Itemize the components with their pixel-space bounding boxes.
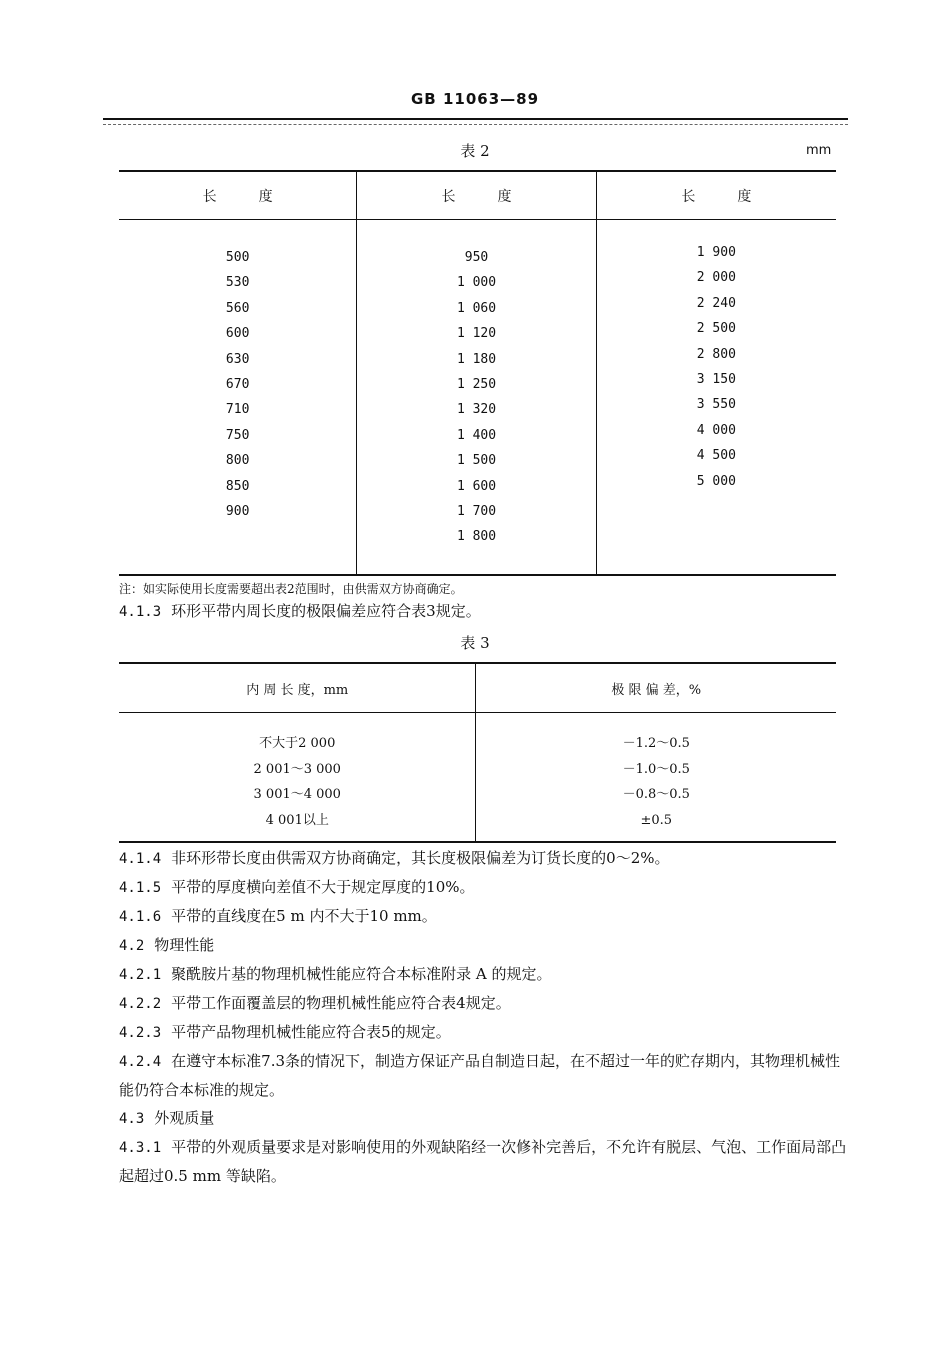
clause-number: 4.2 [119,938,145,954]
clause-text: 平带的直线度在5 m 内不大于10 mm。 [171,907,437,925]
table2-value: 900 [225,504,250,520]
section-heading [119,1104,847,1133]
table2-value: 1 800 [456,529,497,545]
clause-item [119,902,847,931]
table3-cell: －1.2～0.5 [622,736,690,751]
table2-header-cell: 长 度 [357,171,596,220]
header-dashed-rule [103,124,848,125]
table3-header-cell: 极 限 偏 差，% [476,663,836,713]
clause-text: 物理性能 [154,936,215,954]
table3-header-cell: 内 周 长 度，mm [119,663,476,713]
table2-value: 1 320 [456,402,497,418]
clause-number: 4.3 [119,1111,145,1127]
table3-cell: 不大于2 000 [259,736,336,751]
table3-body-row [119,713,836,843]
clause-item [119,1018,847,1047]
table2-value: 800 [225,453,250,469]
clause-text: 聚酰胺片基的物理机械性能应符合本标准附录 A 的规定。 [171,965,552,983]
clause-item [119,844,847,873]
clause-item [119,1133,847,1190]
table2-value: 1 120 [456,326,497,342]
table2-value: 2 500 [696,321,736,337]
clause-item [119,1047,847,1104]
table2-value: 1 000 [456,275,497,291]
section-heading [119,931,847,960]
table-3 [119,662,836,843]
table2-value: 1 180 [456,351,497,367]
table2-body-row [119,220,836,576]
standard-number: GB 11063—89 [410,90,540,108]
clause-number: 4.2.4 [119,1054,162,1070]
table2-value: 600 [225,326,250,342]
table2-header-cell: 长 度 [119,171,357,220]
table2-column-2 [357,220,596,576]
table2-value: 950 [464,250,489,265]
clause-text: 平带产品物理机械性能应符合表5的规定。 [171,1023,451,1041]
clause-text: 平带的厚度横向差值不大于规定厚度的10%。 [171,878,475,896]
clause-number: 4.2.2 [119,996,162,1012]
table2-note: 注：如实际使用长度需要超出表2范围时，由供需双方协商确定。 [119,582,463,596]
table2-value: 3 150 [696,372,736,388]
clause-number: 4.3.1 [119,1140,162,1156]
table3-caption: 表 3 [460,634,490,652]
table2-value: 530 [225,275,250,291]
clause-number: 4.1.3 [119,604,162,620]
table2-value: 2 800 [696,346,736,362]
clause-item [119,989,847,1018]
clause-number: 4.1.6 [119,909,162,925]
clause-text: 平带工作面覆盖层的物理机械性能应符合表4规定。 [171,994,511,1012]
table2-value: 850 [225,478,250,494]
clause-text: 外观质量 [154,1109,215,1127]
table2-value: 1 600 [456,478,497,494]
table2-caption: 表 2 [460,142,490,160]
table2-header-cell: 长 度 [596,171,836,220]
clause-text: 平带的外观质量要求是对影响使用的外观缺陷经一次修补完善后，不允许有脱层、气泡、工作面局部凸起超过0.5 mm 等缺陷。 [119,1138,847,1185]
table2-value: 560 [225,300,250,316]
table3-length-column [119,713,476,843]
table2-value: 1 060 [456,300,497,316]
clause-list [119,844,847,1190]
table2-value: 1 700 [456,504,497,520]
table2-header-row [119,171,836,220]
clause-text: 环形平带内周长度的极限偏差应符合表3规定。 [171,602,481,620]
table2-value: 710 [225,402,250,418]
table3-cell: －0.8～0.5 [622,787,690,802]
clause-4-1-3 [119,597,847,626]
header-rule [103,118,848,120]
table2-value: 670 [225,377,250,393]
table-2 [119,170,836,576]
table3-cell: 2 001～3 000 [253,761,341,777]
table2-value: 500 [225,250,250,265]
table2-column-1 [119,220,357,576]
table2-column-3 [596,220,836,576]
table2-value: 630 [225,351,250,367]
table2-value: 3 550 [696,397,736,413]
table3-deviation-column [476,713,836,843]
table3-cell: －1.0～0.5 [622,761,690,777]
table3-header-row [119,663,836,713]
table2-value: 1 250 [456,377,497,393]
table2-value: 5 000 [696,473,736,489]
table2-value: 4 500 [696,448,736,464]
clause-text: 在遵守本标准7.3条的情况下，制造方保证产品自制造日起，在不超过一年的贮存期内，其物理机械性能仍符合本标准的规定。 [119,1052,841,1099]
clause-number: 4.1.5 [119,880,162,896]
table2-value: 1 500 [456,453,497,469]
clause-item [119,873,847,902]
table2-value: 2 240 [696,295,736,311]
table3-cell: 3 001～4 000 [253,787,341,802]
clause-item [119,960,847,989]
table2-value: 1 900 [696,245,736,260]
table2-value: 1 400 [456,427,497,443]
table2-unit: mm [806,143,832,158]
clause-number: 4.1.4 [119,851,162,867]
table3-cell: ±0.5 [640,812,673,828]
clause-text: 非环形带长度由供需双方协商确定，其长度极限偏差为订货长度的0～2%。 [171,849,670,867]
table2-value: 2 000 [696,270,736,286]
table2-value: 750 [225,427,250,443]
table3-cell: 4 001以上 [265,812,329,828]
clause-number: 4.2.3 [119,1025,162,1041]
clause-number: 4.2.1 [119,967,162,983]
table2-value: 4 000 [696,422,736,438]
